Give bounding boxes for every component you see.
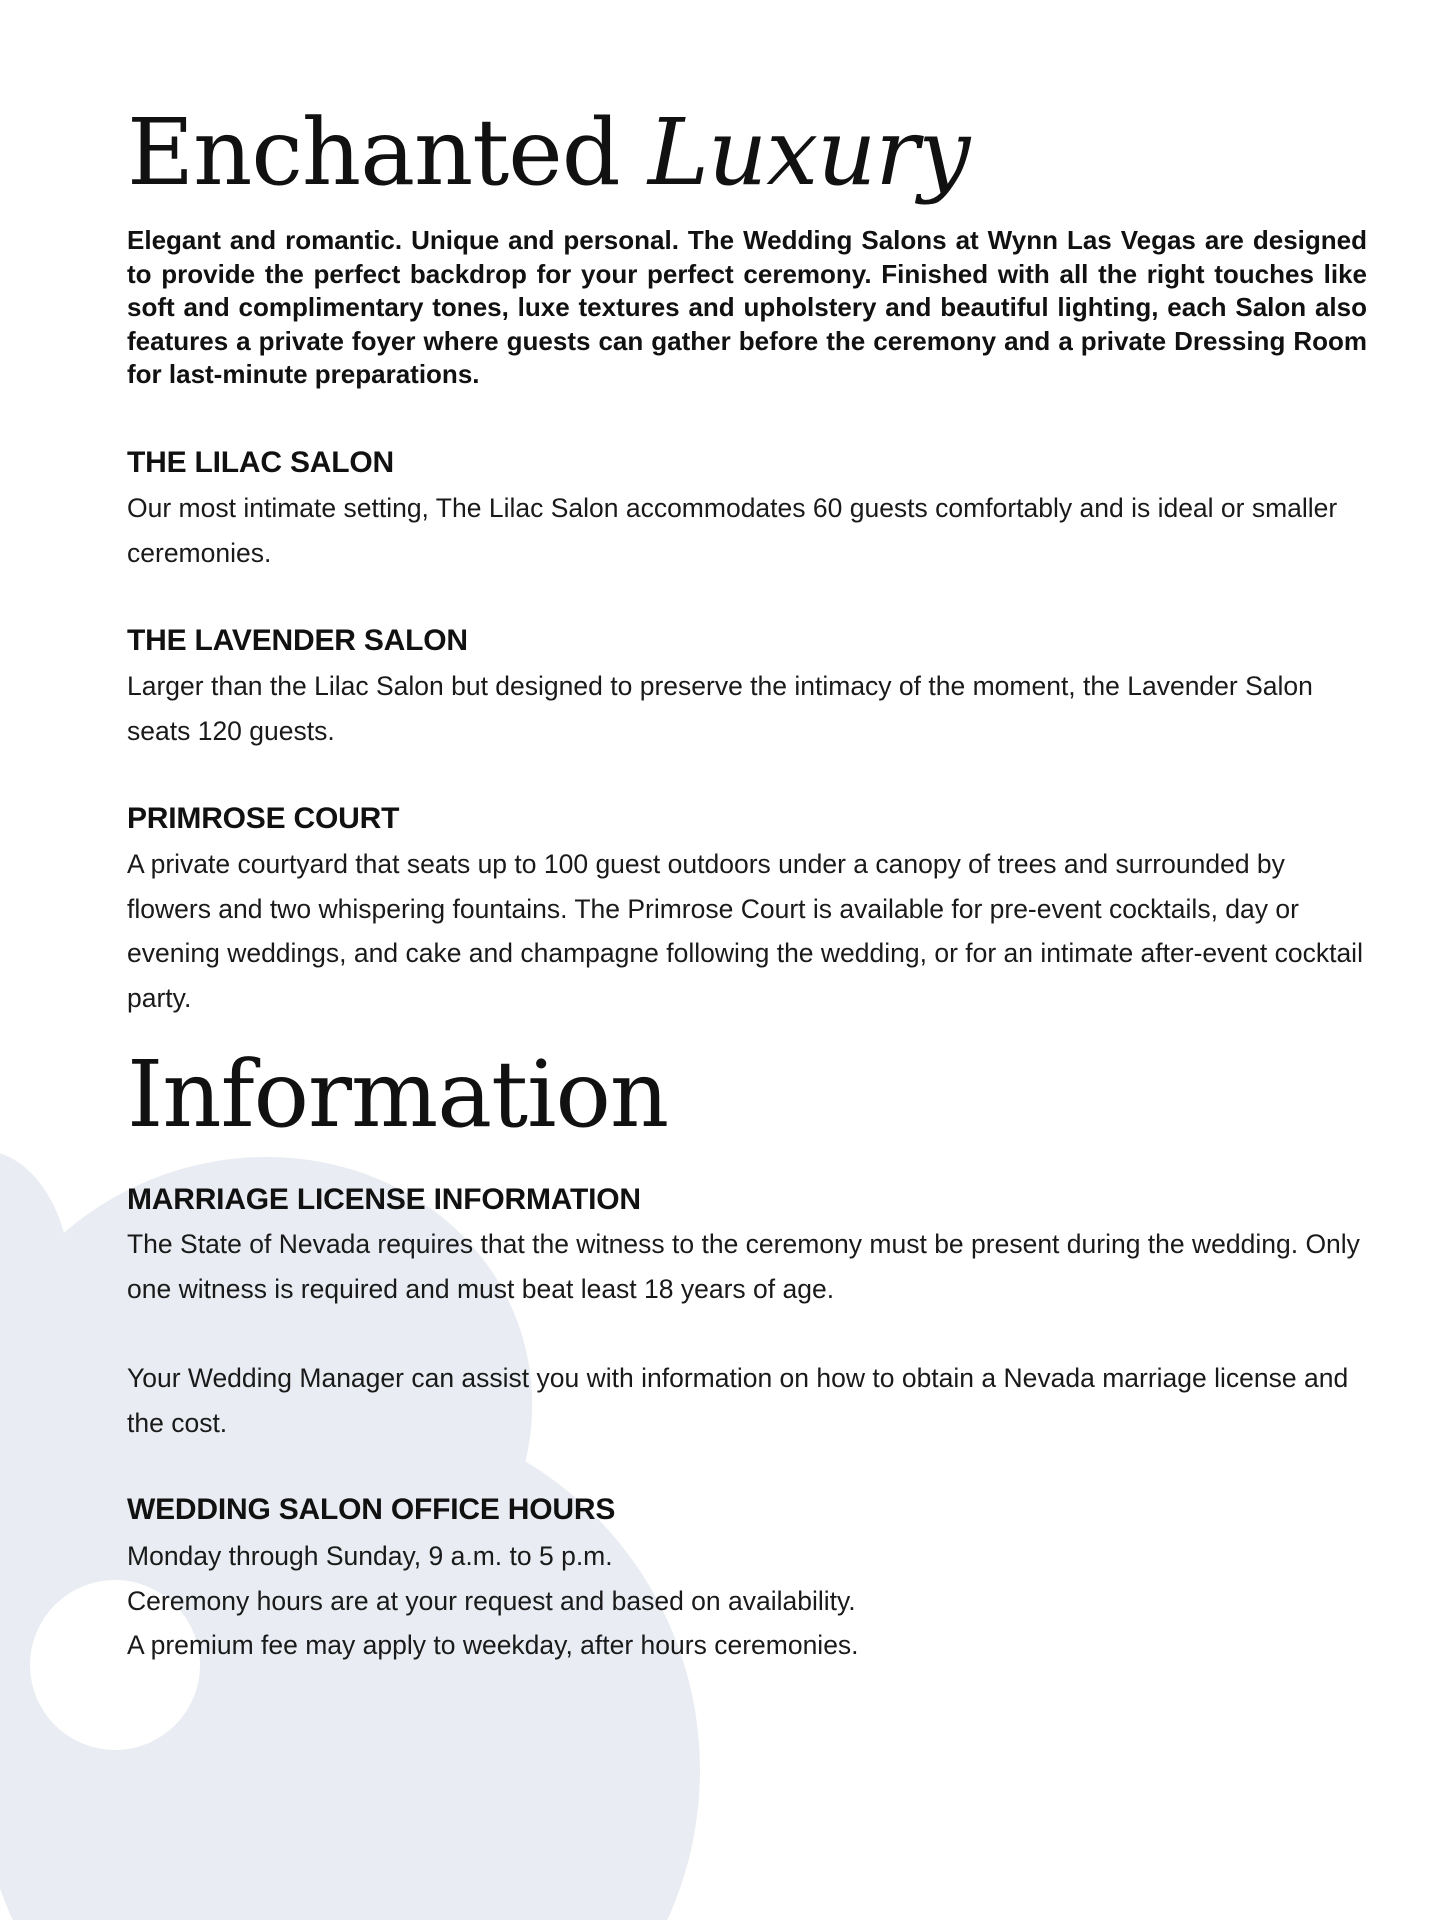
intro-paragraph: Elegant and romantic. Unique and personal. The Wedding Salons at Wynn Las Vegas are designed to provide the perfect backdrop for your perfect ceremony. Finished with all the right touches like soft and complimentary tones, luxe textures and upholstery and beautiful lighting, each Salon also features a private foyer where guests can gather before the ceremony and a private Dressing Room for last-minute preparations. <box>127 225 1367 389</box>
information-title: Information <box>127 1041 669 1148</box>
office-hours-days: Monday through Sunday, 9 a.m. to 5 p.m. <box>127 1541 613 1571</box>
office-hours-list <box>127 1534 1367 1668</box>
premium-fee-note: A premium fee may apply to weekday, after hours ceremonies. <box>127 1630 859 1660</box>
title-word-enchanted: Enchanted <box>127 99 620 206</box>
lavender-salon-heading: THE LAVENDER SALON <box>127 624 468 657</box>
primrose-court-description: A private courtyard that seats up to 100 guest outdoors under a canopy of trees and surrounded by flowers and two whispering fountains. The Primrose Court is available for pre-event cocktails, day or evening weddings, and cake and champagne following the wedding, or for an intimate after-event cocktail party. <box>127 849 1363 1013</box>
lilac-salon-description: Our most intimate setting, The Lilac Salon accommodates 60 guests comfortably and is ideal or smaller ceremonies. <box>127 493 1338 568</box>
page-title <box>127 98 969 208</box>
marriage-license-paragraph-2: Your Wedding Manager can assist you with information on how to obtain a Nevada marriage license and the cost. <box>127 1363 1349 1438</box>
lavender-salon-description: Larger than the Lilac Salon but designed to preserve the intimacy of the moment, the Lavender Salon seats 120 guests. <box>127 671 1313 746</box>
ceremony-hours-note: Ceremony hours are at your request and based on availability. <box>127 1585 856 1616</box>
marriage-license-paragraph-1: The State of Nevada requires that the witness to the ceremony must be present during the wedding. Only one witness is required and must beat least 18 years of age. <box>127 1229 1360 1304</box>
office-hours-heading: WEDDING SALON OFFICE HOURS <box>127 1493 616 1526</box>
lilac-salon-heading: THE LILAC SALON <box>127 446 394 479</box>
primrose-court-heading: PRIMROSE COURT <box>127 802 400 835</box>
marriage-license-heading: MARRIAGE LICENSE INFORMATION <box>127 1183 641 1216</box>
title-word-luxury: Luxury <box>647 99 970 206</box>
